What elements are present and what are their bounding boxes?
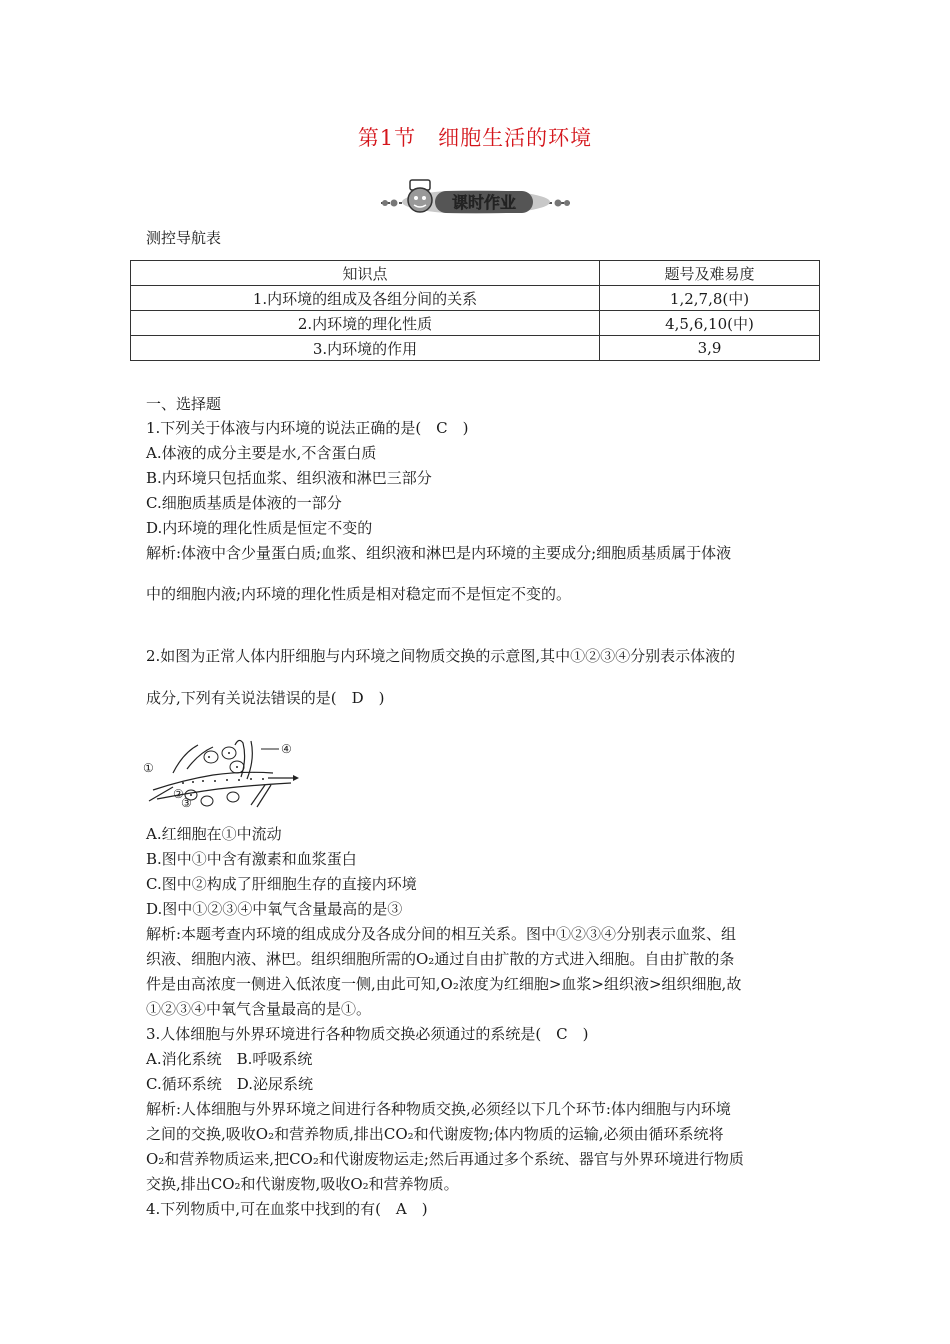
question-1-option-a: A.体液的成分主要是水,不含蛋白质 <box>146 444 377 462</box>
figure-label-2: ② <box>173 787 184 801</box>
question-2-option-b: B.图中①中含有激素和血浆蛋白 <box>146 850 357 868</box>
question-3-analysis: 之间的交换,吸收O₂和营养物质,排出CO₂和代谢废物;体内物质的运输,必须由循环系统将 <box>146 1125 724 1143</box>
table-cell: 1,2,7,8(中) <box>600 286 820 311</box>
question-2-analysis: 解析:本题考查内环境的组成成分及各成分间的相互关系。图中①②③④分别表示血浆、组 <box>146 925 737 943</box>
table-cell: 3.内环境的作用 <box>131 336 600 361</box>
question-3-analysis: 解析:人体细胞与外界环境之间进行各种物质交换,必须经以下几个环节:体内细胞与内环境 <box>146 1100 731 1118</box>
question-3-analysis: 交换,排出CO₂和代谢废物,吸收O₂和营养物质。 <box>146 1175 459 1193</box>
question-2-stem: 成分,下列有关说法错误的是( D ) <box>146 689 385 707</box>
question-3-option-cd: C.循环系统 D.泌尿系统 <box>146 1075 313 1093</box>
question-2-option-c: C.图中②构成了肝细胞生存的直接内环境 <box>146 875 417 893</box>
table-header-row <box>131 261 820 286</box>
navigation-table <box>130 260 820 361</box>
question-2-analysis: 织液、细胞内液、淋巴。组织细胞所需的O₂通过自由扩散的方式进入细胞。自由扩散的条 <box>146 950 735 968</box>
table-header: 知识点 <box>131 261 600 286</box>
question-2-analysis: ①②③④中氧气含量最高的是①。 <box>146 1000 372 1018</box>
question-1-analysis: 中的细胞内液;内环境的理化性质是相对稳定而不是恒定不变的。 <box>146 585 572 603</box>
question-2-stem: 2.如图为正常人体内肝细胞与内环境之间物质交换的示意图,其中①②③④分别表示体液的 <box>146 647 736 665</box>
nav-table-label: 测控导航表 <box>146 229 222 247</box>
question-3-option-ab: A.消化系统 B.呼吸系统 <box>146 1050 313 1068</box>
liver-cell-exchange-diagram <box>143 735 303 808</box>
section-heading: 一、选择题 <box>146 395 222 413</box>
table-cell: 1.内环境的组成及各组分间的关系 <box>131 286 600 311</box>
question-1-option-d: D.内环境的理化性质是恒定不变的 <box>146 519 373 537</box>
student-mascot-icon <box>408 180 432 212</box>
question-1-option-b: B.内环境只包括血浆、组织液和淋巴三部分 <box>146 469 432 487</box>
question-1-stem: 1.下列关于体液与内环境的说法正确的是( C ) <box>146 419 469 437</box>
question-4-stem: 4.下列物质中,可在血浆中找到的有( A ) <box>146 1200 428 1218</box>
figure-label-1: ① <box>143 761 154 775</box>
table-cell: 2.内环境的理化性质 <box>131 311 600 336</box>
question-3-stem: 3.人体细胞与外界环境进行各种物质交换必须通过的系统是( C ) <box>146 1025 589 1043</box>
banner-text: 课时作业 <box>451 193 517 212</box>
homework-banner <box>377 176 575 220</box>
table-cell: 4,5,6,10(中) <box>600 311 820 336</box>
page-title: 第1节 细胞生活的环境 <box>357 126 593 150</box>
figure-label-3: ③ <box>181 796 192 808</box>
table-cell: 3,9 <box>600 336 820 361</box>
figure-label-4: ④ <box>281 742 292 756</box>
question-2-option-d: D.图中①②③④中氧气含量最高的是③ <box>146 900 403 918</box>
question-1-analysis: 解析:体液中含少量蛋白质;血浆、组织液和淋巴是内环境的主要成分;细胞质基质属于体液 <box>146 544 732 562</box>
question-3-analysis: O₂和营养物质运来,把CO₂和代谢废物运走;然后再通过多个系统、器官与外界环境进行物质 <box>146 1150 744 1168</box>
table-row <box>131 336 820 361</box>
question-2-analysis: 件是由高浓度一侧进入低浓度一侧,由此可知,O₂浓度为红细胞>血浆>组织液>组织细胞,故 <box>146 975 742 993</box>
question-1-option-c: C.细胞质基质是体液的一部分 <box>146 494 342 512</box>
question-2-option-a: A.红细胞在①中流动 <box>146 825 282 843</box>
table-row <box>131 286 820 311</box>
table-header: 题号及难易度 <box>600 261 820 286</box>
table-row <box>131 311 820 336</box>
